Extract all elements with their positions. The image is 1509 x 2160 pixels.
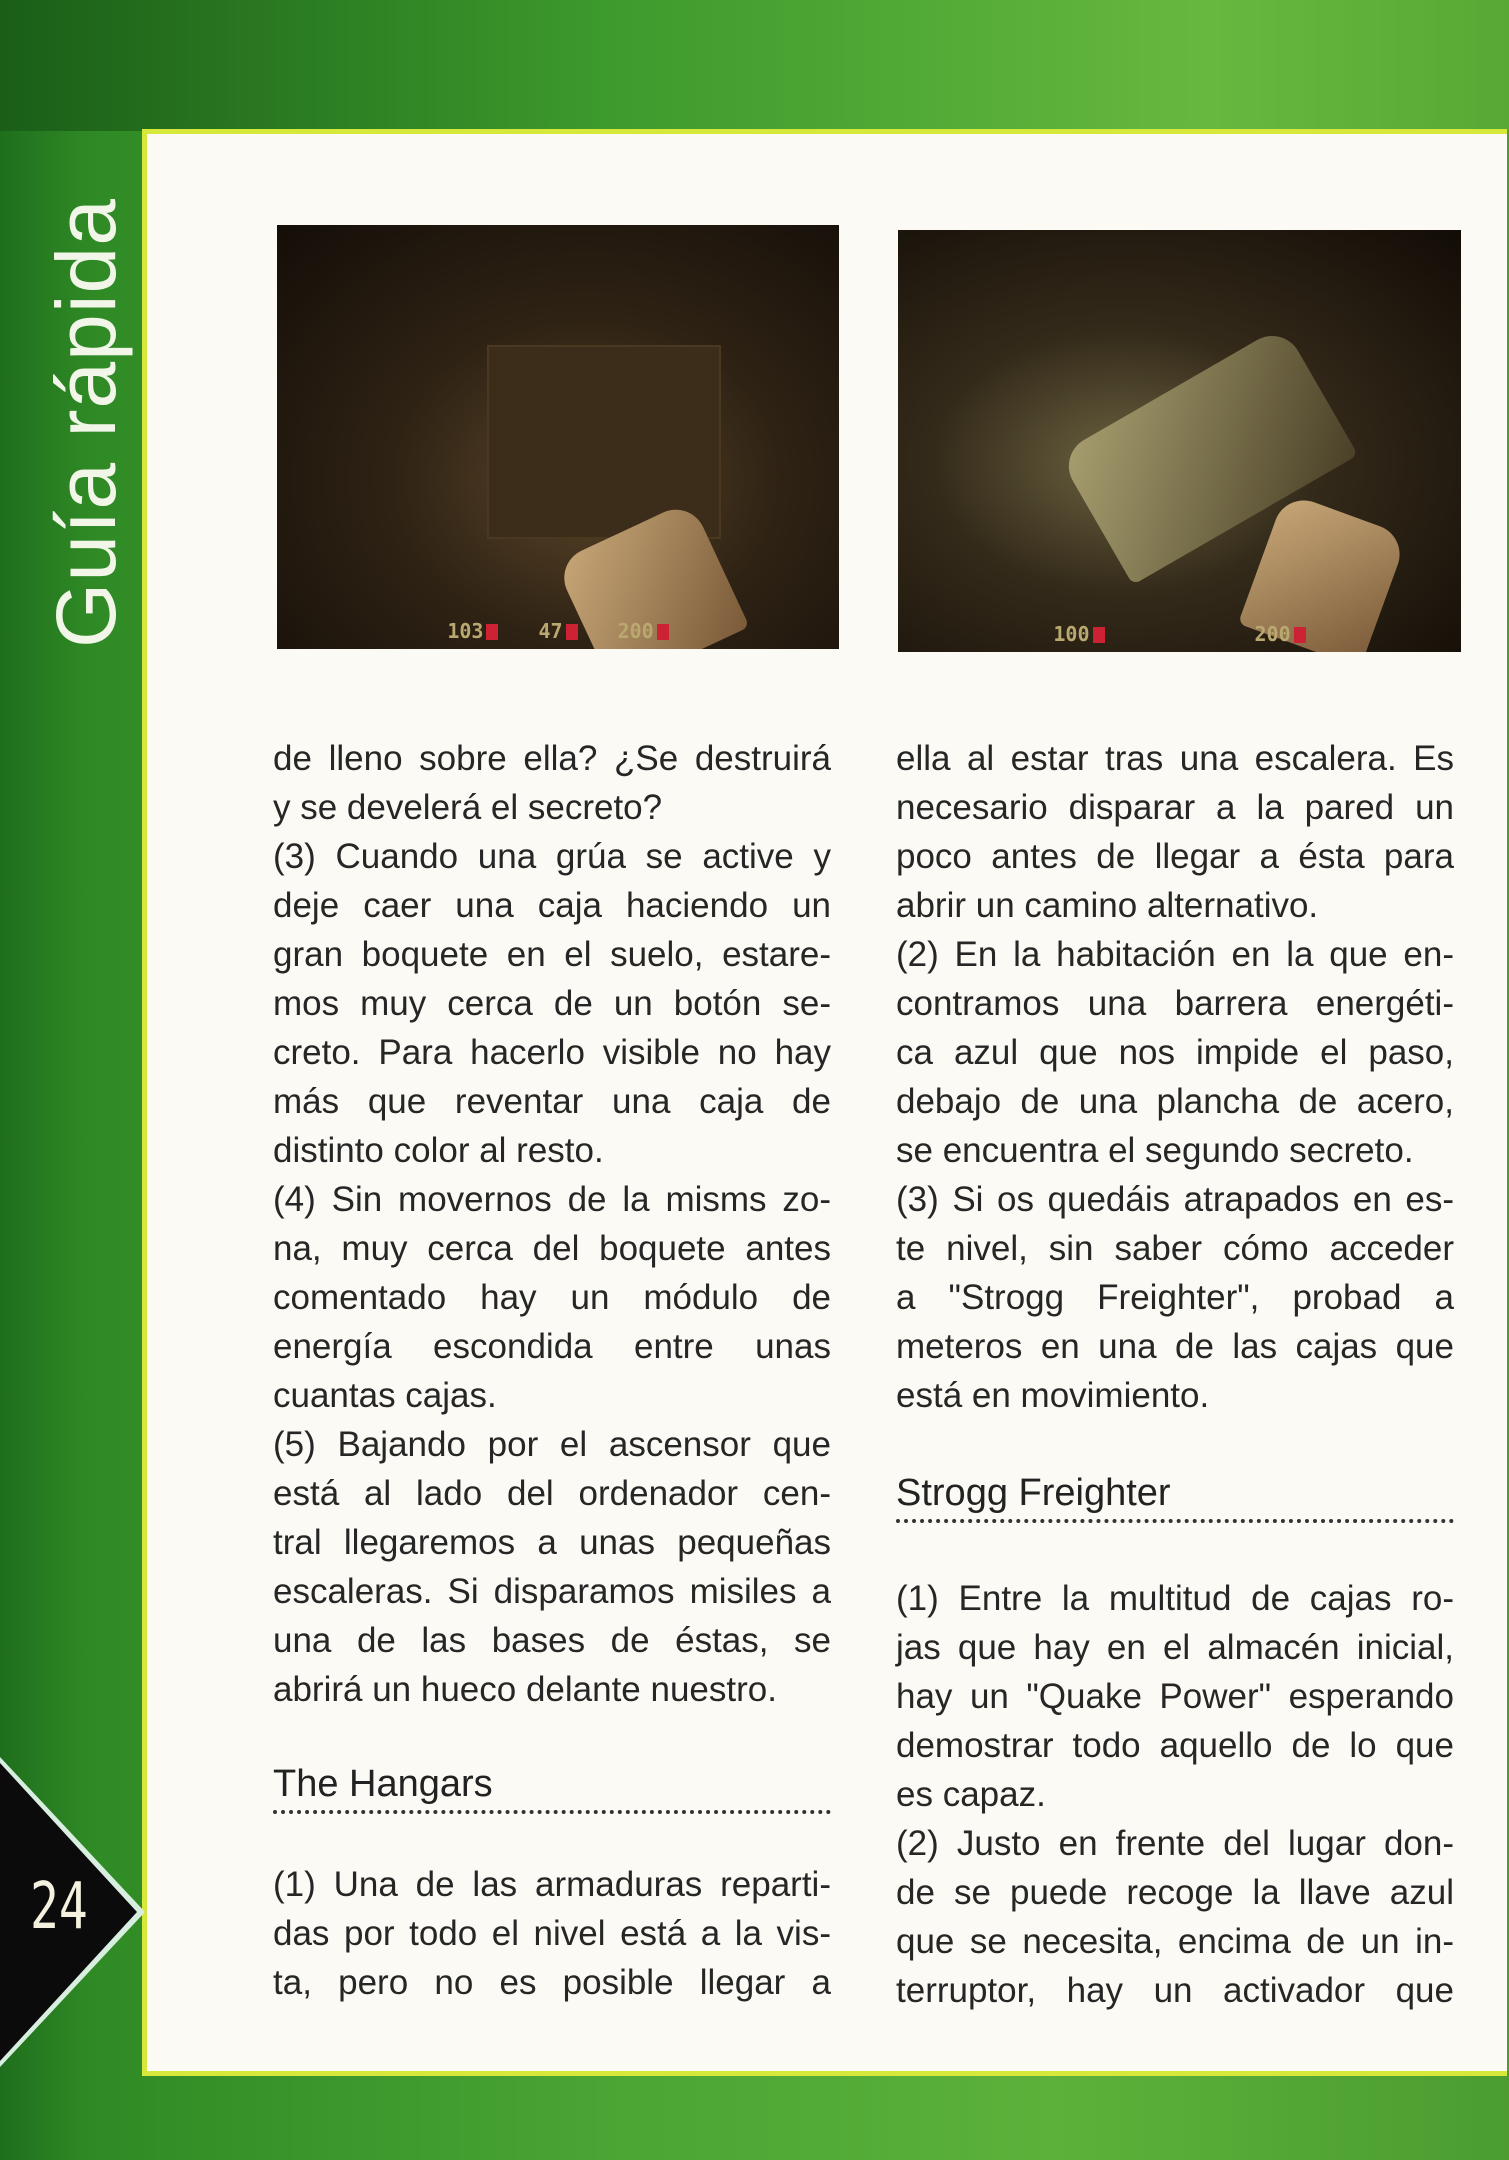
text-line: escaleras. Si disparamos misiles a — [273, 1572, 831, 1611]
text-line: está al lado del ordenador cen- — [273, 1474, 831, 1513]
text-line: hay un "Quake Power" esperando — [896, 1677, 1454, 1716]
right-column-text-2 — [896, 1574, 1454, 2015]
text-line: (3) Cuando una grúa se active y — [273, 837, 831, 876]
text-line: abrirá un hueco delante nuestro. — [273, 1670, 777, 1709]
right-column-text — [896, 734, 1454, 1420]
text-line: es capaz. — [896, 1775, 1046, 1814]
hud — [898, 622, 1461, 646]
game-screenshot-1 — [277, 225, 839, 649]
text-line: demostrar todo aquello de lo que — [896, 1726, 1454, 1765]
text-line: distinto color al resto. — [273, 1131, 604, 1170]
text-line: abrir un camino alternativo. — [896, 886, 1319, 925]
hud-ammo: 200 — [618, 619, 669, 643]
text-line: creto. Para hacerlo visible no hay — [273, 1033, 831, 1072]
text-line: que se necesita, encima de un in- — [896, 1922, 1454, 1961]
section-title: Guía rápida — [39, 198, 133, 648]
text-line: se encuentra el segundo secreto. — [896, 1131, 1414, 1170]
text-line: terruptor, hay un activador que — [896, 1971, 1454, 2010]
text-line: una de las bases de éstas, se — [273, 1621, 831, 1660]
text-line: na, muy cerca del boquete antes — [273, 1229, 831, 1268]
text-line: ta, pero no es posible llegar a — [273, 1963, 831, 2002]
heading-the-hangars: The Hangars — [273, 1762, 831, 1814]
text-line: jas que hay en el almacén inicial, — [896, 1628, 1454, 1667]
text-line: debajo de una plancha de acero, — [896, 1082, 1454, 1121]
text-line: está en movimiento. — [896, 1376, 1210, 1415]
text-line: te nivel, sin saber cómo acceder — [896, 1229, 1454, 1268]
left-column-text — [273, 734, 831, 1714]
text-line: energía escondida entre unas — [273, 1327, 831, 1366]
text-line: das por todo el nivel está a la vis- — [273, 1914, 831, 1953]
top-green-band — [0, 0, 1509, 131]
left-column-text-2 — [273, 1860, 831, 2007]
text-line: de se puede recoge la llave azul — [896, 1873, 1454, 1912]
text-line: cuantas cajas. — [273, 1376, 497, 1415]
text-line: poco antes de llegar a ésta para — [896, 837, 1454, 876]
text-line: (1) Una de las armaduras reparti- — [273, 1865, 831, 1904]
text-line: meteros en una de las cajas que — [896, 1327, 1454, 1366]
text-line: tral llegaremos a unas pequeñas — [273, 1523, 831, 1562]
text-line: gran boquete en el suelo, estare- — [273, 935, 831, 974]
hud-armor: 47 — [538, 619, 577, 643]
text-line: necesario disparar a la pared un — [896, 788, 1454, 827]
text-line: y se develerá el secreto? — [273, 788, 663, 827]
text-line: (5) Bajando por el ascensor que — [273, 1425, 831, 1464]
text-line: a "Strogg Freighter", probad a — [896, 1278, 1454, 1317]
text-line: (4) Sin movernos de la misms zo- — [273, 1180, 831, 1219]
heading-strogg-freighter: Strogg Freighter — [896, 1471, 1454, 1523]
text-line: ca azul que nos impide el paso, — [896, 1033, 1454, 1072]
text-line: mos muy cerca de un botón se- — [273, 984, 831, 1023]
text-line: contramos una barrera energéti- — [896, 984, 1454, 1023]
text-line: ella al estar tras una escalera. Es — [896, 739, 1454, 778]
text-line: (2) En la habitación en la que en- — [896, 935, 1454, 974]
game-screenshot-2 — [898, 230, 1461, 652]
text-line: (3) Si os quedáis atrapados en es- — [896, 1180, 1454, 1219]
page-number: 24 — [30, 1870, 88, 1944]
screenshot-wall — [487, 345, 721, 539]
hud-health: 103 — [447, 619, 498, 643]
text-line: deje caer una caja haciendo un — [273, 886, 831, 925]
text-line: (1) Entre la multitud de cajas ro- — [896, 1579, 1454, 1618]
hud — [277, 619, 839, 643]
text-line: comentado hay un módulo de — [273, 1278, 831, 1317]
text-line: más que reventar una caja de — [273, 1082, 831, 1121]
hud-ammo: 200 — [1255, 622, 1306, 646]
hud-health: 100 — [1053, 622, 1104, 646]
text-line: de lleno sobre ella? ¿Se destruirá — [273, 739, 831, 778]
text-line: (2) Justo en frente del lugar don- — [896, 1824, 1454, 1863]
